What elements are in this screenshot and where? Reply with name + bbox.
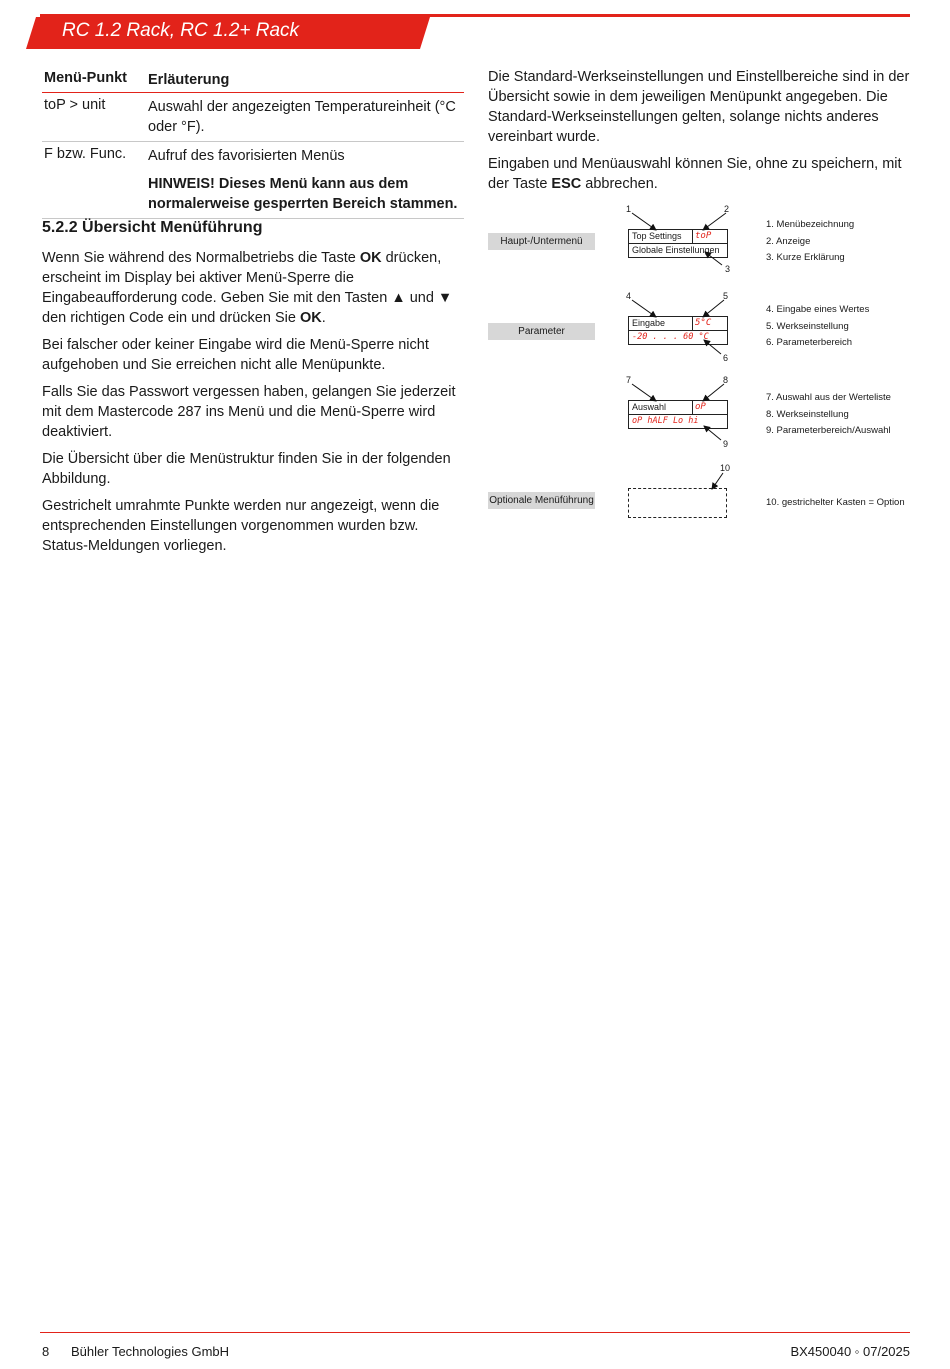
callout-number: 8: [723, 375, 729, 385]
arrow-1: [632, 213, 656, 230]
legend-item: 3. Kurze Erklärung: [766, 252, 845, 263]
arrow-9: [704, 426, 721, 440]
display-menu-name: Top Settings: [632, 231, 682, 241]
footer-rule: [40, 1332, 910, 1333]
paragraph: Die Standard-Werkseinstellungen und Einstellbereiche sind in der Übersicht sowie in dem jeweiligen Menüpunkt angegeben. Die Standard-Werkseinstellungen gelten, solange nichts anderes vereinbart wurde.: [488, 69, 910, 145]
callout-number: 4: [626, 291, 632, 301]
paragraph-text: abbrechen.: [581, 176, 658, 192]
callout-number: 3: [725, 264, 731, 274]
esc-key-text: ESC: [551, 176, 582, 192]
table-cell-text: Aufruf des favorisierten Menüs: [148, 148, 345, 164]
paragraph: Falls Sie das Passwort vergessen haben, gelangen Sie jederzeit mit dem Mastercode 287 ins Menü und die Menü-Sperre wird deaktiviert.: [42, 384, 456, 440]
paragraph-text: drücken, erscheint im Display bei aktiver Menü-Sperre die Eingabeaufforderung code. Geben Sie mit den Tasten ▲ und ▼ den richtigen Code ein und drücken Sie: [42, 250, 453, 326]
diagram-label-parameter: Parameter: [488, 323, 595, 340]
callout-number: 2: [724, 204, 730, 214]
page-title: RC 1.2 Rack, RC 1.2+ Rack: [62, 20, 300, 41]
paragraph: Die Übersicht über die Menüstruktur finden Sie in der folgenden Abbildung.: [42, 451, 451, 487]
page-number: 8: [42, 1344, 50, 1359]
legend-item: 7. Auswahl aus der Werteliste: [766, 392, 891, 403]
paragraph-text: .: [321, 310, 326, 326]
legend-item: 9. Parameterbereich/Auswahl: [766, 425, 891, 436]
diagram-label-menu: Haupt-/Untermenü: [488, 233, 595, 250]
display-options: oP hALF Lo hi: [632, 416, 699, 426]
legend-item: 5. Werkseinstellung: [766, 320, 849, 332]
callout-number: 1: [626, 204, 632, 214]
legend-group-1: [766, 217, 854, 267]
legend-item: 4. Eingabe eines Wertes: [766, 304, 870, 315]
table-cell-value: Auswahl der angezeigten Temperatureinheit (°C oder °F).: [148, 99, 456, 135]
arrow-2: [703, 213, 726, 230]
arrow-3: [705, 252, 722, 265]
display-explanation: Globale Einstellungen: [632, 245, 720, 255]
diagram-label-optional: Optionale Menüführung: [488, 492, 595, 509]
arrow-8: [703, 384, 724, 401]
paragraph-text: Eingaben und Menüauswahl können Sie, ohne zu speichern, mit der Taste: [488, 156, 902, 192]
legend-item: 2. Anzeige: [766, 235, 811, 247]
section-heading: 5.2.2 Übersicht Menüführung: [42, 219, 263, 236]
display-default: oP: [692, 401, 727, 414]
arrow-7: [632, 384, 656, 401]
display-range: -20 . . . 60 °C: [632, 332, 709, 342]
display-menu-name: Auswahl: [632, 402, 667, 412]
table-cell-key: toP > unit: [44, 97, 106, 113]
footer-doc-id: BX450040 ◦ 07/2025: [790, 1344, 910, 1359]
legend-item: 8. Werkseinstellung: [766, 408, 849, 420]
legend-item-option: 10. gestrichelter Kasten = Option: [766, 497, 905, 508]
callout-number: 9: [723, 439, 729, 449]
legend-group-3: [766, 390, 891, 440]
ok-key-text: OK: [299, 310, 322, 326]
display-code: toP: [692, 230, 727, 243]
legend-group-2: [766, 302, 869, 352]
callout-number: 7: [626, 375, 632, 385]
table-header-col1: Menü-Punkt: [44, 70, 127, 86]
table-cell-note: HINWEIS! Dieses Menü kann aus dem normalerweise gesperrten Bereich stammen.: [148, 176, 458, 212]
paragraph: Bei falscher oder keiner Eingabe wird die Menü-Sperre nicht aufgehoben und Sie erreichen nicht alle Menüpunkte.: [42, 337, 429, 373]
paragraph-text: Wenn Sie während des Normalbetriebs die Taste: [42, 250, 360, 266]
legend-item: 6. Parameterbereich: [766, 337, 853, 348]
arrow-5: [703, 300, 724, 317]
ok-key-text: OK: [359, 250, 382, 266]
footer-company: Bühler Technologies GmbH: [71, 1344, 230, 1359]
arrow-6: [704, 340, 721, 354]
callout-number: 6: [723, 353, 729, 363]
display-menu-name: Eingabe: [632, 318, 666, 328]
arrow-4: [632, 300, 656, 317]
table-header-col2: Erläuterung: [148, 72, 230, 88]
display-default: 5°C: [692, 317, 727, 330]
table-cell-key: F bzw. Func.: [44, 146, 127, 162]
paragraph: Gestrichelt umrahmte Punkte werden nur angezeigt, wenn die entsprechenden Einstellungen vorgenommen wurden bzw. Status-Meldungen vorliegen.: [42, 498, 440, 554]
legend-item: 1. Menübezeichnung: [766, 219, 855, 230]
callout-number: 5: [723, 291, 729, 301]
arrow-10: [712, 473, 723, 489]
callout-number: 10: [720, 463, 731, 473]
